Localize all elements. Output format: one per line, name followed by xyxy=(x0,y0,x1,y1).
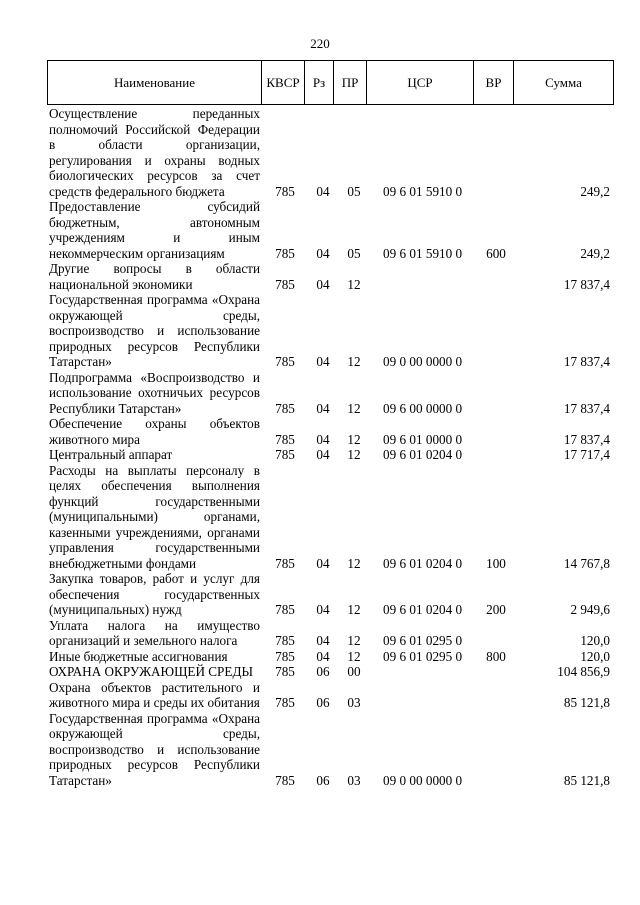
row-rz: 04 xyxy=(316,648,330,664)
row-sum: 17 717,4 xyxy=(563,447,610,462)
page-number: 220 xyxy=(310,36,330,51)
row-rz: 06 xyxy=(316,664,330,679)
row-kvsr: 785 xyxy=(275,664,295,679)
row-pr: 12 xyxy=(347,602,361,617)
header-name: Наименование xyxy=(114,74,195,90)
table-row xyxy=(0,106,640,199)
row-csr: 09 6 01 0204 0 xyxy=(383,447,463,462)
row-name: Закупка товаров, работ и услуг для обеспечения государственных (муниципальных) нужд xyxy=(49,571,260,617)
row-pr: 12 xyxy=(347,633,361,648)
table-row xyxy=(0,664,640,680)
table-header xyxy=(47,60,614,105)
row-kvsr: 785 xyxy=(275,772,295,788)
row-name: ОХРАНА ОКРУЖАЮЩЕЙ СРЕДЫ xyxy=(49,664,253,679)
row-csr: 09 6 01 0204 0 xyxy=(383,602,463,617)
row-csr: 09 6 00 0000 0 xyxy=(383,400,463,416)
row-csr: 09 6 01 0295 0 xyxy=(383,633,463,648)
row-pr: 05 xyxy=(347,183,361,199)
header-vr: ВР xyxy=(473,61,513,104)
row-sum: 249,2 xyxy=(580,183,610,199)
row-csr: 09 6 01 0204 0 xyxy=(383,555,463,571)
row-rz: 04 xyxy=(316,447,330,462)
row-name: Иные бюджетные ассигнования xyxy=(49,648,228,664)
header-kvsr: КВСР xyxy=(261,61,304,104)
row-pr: 12 xyxy=(347,431,361,447)
row-vr: 100 xyxy=(486,555,506,571)
row-rz: 04 xyxy=(316,431,330,447)
table-row xyxy=(0,447,640,463)
row-sum: 120,0 xyxy=(580,633,610,648)
table-row xyxy=(0,416,640,447)
row-kvsr: 785 xyxy=(275,276,295,292)
row-sum: 120,0 xyxy=(580,648,610,664)
row-rz: 04 xyxy=(316,602,330,617)
row-pr: 12 xyxy=(347,555,361,571)
row-csr: 09 0 00 0000 0 xyxy=(383,354,463,369)
row-rz: 06 xyxy=(316,772,330,788)
row-pr: 12 xyxy=(347,354,361,369)
row-rz: 04 xyxy=(316,276,330,292)
table-row xyxy=(0,680,640,711)
row-pr: 03 xyxy=(347,695,361,710)
row-sum: 17 837,4 xyxy=(563,276,610,292)
row-name: Осуществление переданных полномочий Российской Федерации в области организации, регулирования и охраны водных биологических ресурсов за счет средств федерального бюджета xyxy=(49,106,260,199)
row-rz: 04 xyxy=(316,555,330,571)
row-rz: 04 xyxy=(316,633,330,648)
header-sum: Сумма xyxy=(513,61,613,104)
row-name: Государственная программа «Охрана окружающей среды, воспроизводство и использование природных ресурсов Республики Татарстан» xyxy=(49,292,260,369)
row-kvsr: 785 xyxy=(275,695,295,710)
header-csr: ЦСР xyxy=(366,61,473,104)
row-pr: 05 xyxy=(347,245,361,261)
row-pr: 12 xyxy=(347,276,361,292)
row-kvsr: 785 xyxy=(275,447,295,462)
row-rz: 04 xyxy=(316,183,330,199)
row-sum: 2 949,6 xyxy=(570,602,610,617)
row-kvsr: 785 xyxy=(275,245,295,261)
row-kvsr: 785 xyxy=(275,648,295,664)
row-name: Уплата налога на имущество организаций и земельного налога xyxy=(49,617,260,648)
row-pr: 12 xyxy=(347,648,361,664)
row-csr: 09 6 01 0295 0 xyxy=(383,648,463,664)
row-name: Обеспечение охраны объектов животного мира xyxy=(49,416,260,447)
row-rz: 04 xyxy=(316,400,330,416)
table-row xyxy=(0,261,640,292)
row-kvsr: 785 xyxy=(275,431,295,447)
row-kvsr: 785 xyxy=(275,555,295,571)
row-name: Подпрограмма «Воспроизводство и использование охотничьих ресурсов Республики Татарстан» xyxy=(49,369,260,416)
row-kvsr: 785 xyxy=(275,400,295,416)
table-row xyxy=(0,463,640,572)
row-rz: 04 xyxy=(316,354,330,369)
table-row xyxy=(0,292,640,370)
table-row xyxy=(0,370,640,417)
table-row xyxy=(0,711,640,789)
row-pr: 00 xyxy=(347,664,361,679)
table-row xyxy=(0,649,640,665)
row-vr: 200 xyxy=(486,602,506,617)
row-kvsr: 785 xyxy=(275,602,295,617)
row-kvsr: 785 xyxy=(275,633,295,648)
row-csr: 09 6 01 0000 0 xyxy=(383,431,463,447)
row-rz: 04 xyxy=(316,245,330,261)
row-pr: 12 xyxy=(347,400,361,416)
row-csr: 09 6 01 5910 0 xyxy=(383,245,463,261)
table-row xyxy=(0,571,640,618)
row-sum: 14 767,8 xyxy=(563,555,610,571)
row-csr: 09 0 00 0000 0 xyxy=(383,772,463,788)
table-body xyxy=(0,104,640,788)
row-vr: 800 xyxy=(486,648,506,664)
row-sum: 85 121,8 xyxy=(563,695,610,710)
row-name: Центральный аппарат xyxy=(49,447,173,462)
header-pr: ПР xyxy=(333,61,366,104)
row-sum: 104 856,9 xyxy=(557,664,610,679)
header-rz: Рз xyxy=(304,61,333,104)
row-name: Предоставление субсидий бюджетным, автономным учреждениям и иным некоммерческим организациям xyxy=(49,199,260,261)
row-name: Другие вопросы в области национальной экономики xyxy=(49,261,260,292)
row-sum: 85 121,8 xyxy=(563,772,610,788)
row-vr: 600 xyxy=(486,245,506,261)
row-pr: 03 xyxy=(347,772,361,788)
row-name: Охрана объектов растительного и животного мира и среды их обитания xyxy=(49,679,260,710)
row-sum: 17 837,4 xyxy=(563,431,610,447)
row-csr: 09 6 01 5910 0 xyxy=(383,183,463,199)
table-row xyxy=(0,618,640,649)
row-pr: 12 xyxy=(347,447,361,462)
row-kvsr: 785 xyxy=(275,354,295,369)
row-name: Государственная программа «Охрана окружающей среды, воспроизводство и использование природных ресурсов Республики Татарстан» xyxy=(49,710,260,788)
row-name: Расходы на выплаты персоналу в целях обеспечения выполнения функций государственными (муниципальными) органами, казенными учреждениями, органами управления государственными внебюджетными фондами xyxy=(49,462,260,571)
row-kvsr: 785 xyxy=(275,183,295,199)
row-sum: 249,2 xyxy=(580,245,610,261)
table-row xyxy=(0,199,640,261)
row-sum: 17 837,4 xyxy=(563,400,610,416)
row-rz: 06 xyxy=(316,695,330,710)
row-sum: 17 837,4 xyxy=(563,354,610,369)
